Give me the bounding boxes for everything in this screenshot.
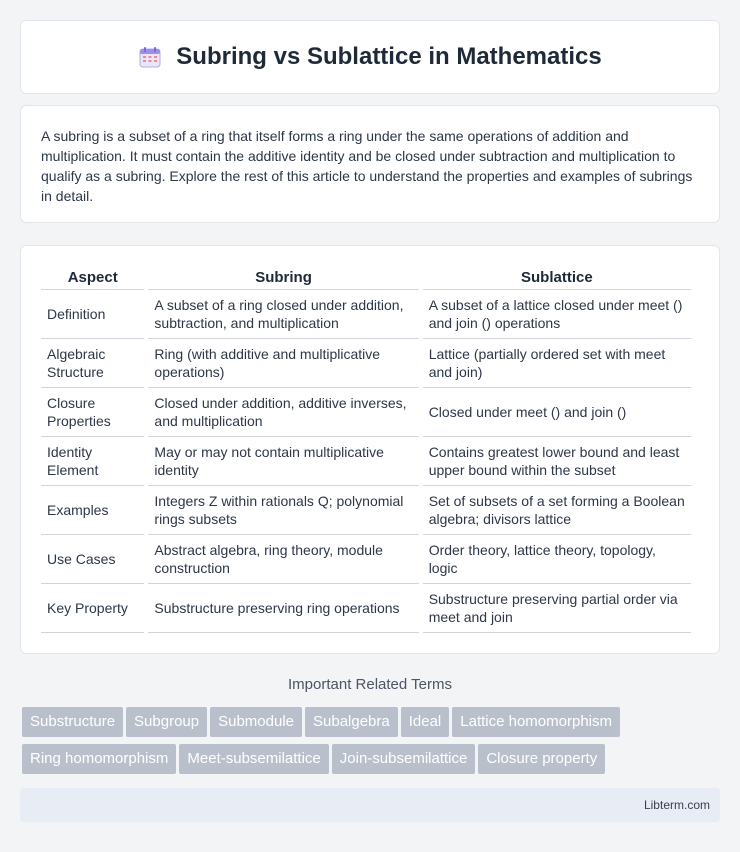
row-sublattice: A subset of a lattice closed under meet () and join () operations xyxy=(423,290,691,339)
row-subring: May or may not contain multiplicative identity xyxy=(148,437,418,486)
tag-subalgebra[interactable]: Subalgebra xyxy=(305,707,398,737)
table-row xyxy=(41,437,691,486)
tag-join-subsemilattice[interactable]: Join-subsemilattice xyxy=(332,744,476,774)
tag-meet-subsemilattice[interactable]: Meet-subsemilattice xyxy=(179,744,328,774)
row-sublattice: Order theory, lattice theory, topology, logic xyxy=(423,535,691,584)
table-row xyxy=(41,290,691,339)
table-row xyxy=(41,535,691,584)
row-aspect: Algebraic Structure xyxy=(41,339,144,388)
row-subring: Substructure preserving ring operations xyxy=(148,584,418,633)
comparison-card xyxy=(20,245,720,654)
intro-card xyxy=(20,105,720,223)
table-row xyxy=(41,486,691,535)
row-sublattice: Set of subsets of a set forming a Boolean algebra; divisors lattice xyxy=(423,486,691,535)
tag-ring-homomorphism[interactable]: Ring homomorphism xyxy=(22,744,176,774)
tag-submodule[interactable]: Submodule xyxy=(210,707,302,737)
row-aspect: Definition xyxy=(41,290,144,339)
table-row xyxy=(41,388,691,437)
page-title: Subring vs Sublattice in Mathematics xyxy=(176,43,602,70)
row-aspect: Key Property xyxy=(41,584,144,633)
row-aspect: Closure Properties xyxy=(41,388,144,437)
row-aspect: Use Cases xyxy=(41,535,144,584)
column-header-subring: Subring xyxy=(148,266,418,290)
row-subring: Integers Z within rationals Q; polynomial rings subsets xyxy=(148,486,418,535)
table-row xyxy=(41,339,691,388)
tag-ideal[interactable]: Ideal xyxy=(401,707,450,737)
row-sublattice: Lattice (partially ordered set with meet and join) xyxy=(423,339,691,388)
row-aspect: Examples xyxy=(41,486,144,535)
comparison-table xyxy=(37,266,695,633)
tag-substructure[interactable]: Substructure xyxy=(22,707,123,737)
row-subring: Ring (with additive and multiplicative operations) xyxy=(148,339,418,388)
footer-site-link[interactable]: Libterm.com xyxy=(643,798,710,812)
table-row xyxy=(41,584,691,633)
header-card xyxy=(20,20,720,94)
row-subring: Abstract algebra, ring theory, module construction xyxy=(148,535,418,584)
column-header-aspect: Aspect xyxy=(41,266,144,290)
calendar-icon xyxy=(138,45,162,69)
tag-lattice-homomorphism[interactable]: Lattice homomorphism xyxy=(452,707,620,737)
related-terms-title: Important Related Terms xyxy=(288,676,452,693)
row-sublattice: Contains greatest lower bound and least upper bound within the subset xyxy=(423,437,691,486)
footer xyxy=(20,788,720,822)
column-header-sublattice: Sublattice xyxy=(423,266,691,290)
related-terms-tags xyxy=(22,707,722,781)
row-sublattice: Substructure preserving partial order via meet and join xyxy=(423,584,691,633)
row-subring: Closed under addition, additive inverses, and multiplication xyxy=(148,388,418,437)
row-sublattice: Closed under meet () and join () xyxy=(423,388,691,437)
tag-subgroup[interactable]: Subgroup xyxy=(126,707,207,737)
tag-closure-property[interactable]: Closure property xyxy=(478,744,605,774)
table-header-row xyxy=(41,266,691,290)
intro-text: A subring is a subset of a ring that itself forms a ring under the same operations of addition and multiplication. It must contain the additive identity and be closed under subtraction and multiplication to qualify as a subring. Explore the rest of this article to understand the properties and examples of subrings in detail. xyxy=(41,128,693,204)
row-subring: A subset of a ring closed under addition, subtraction, and multiplication xyxy=(148,290,418,339)
row-aspect: Identity Element xyxy=(41,437,144,486)
